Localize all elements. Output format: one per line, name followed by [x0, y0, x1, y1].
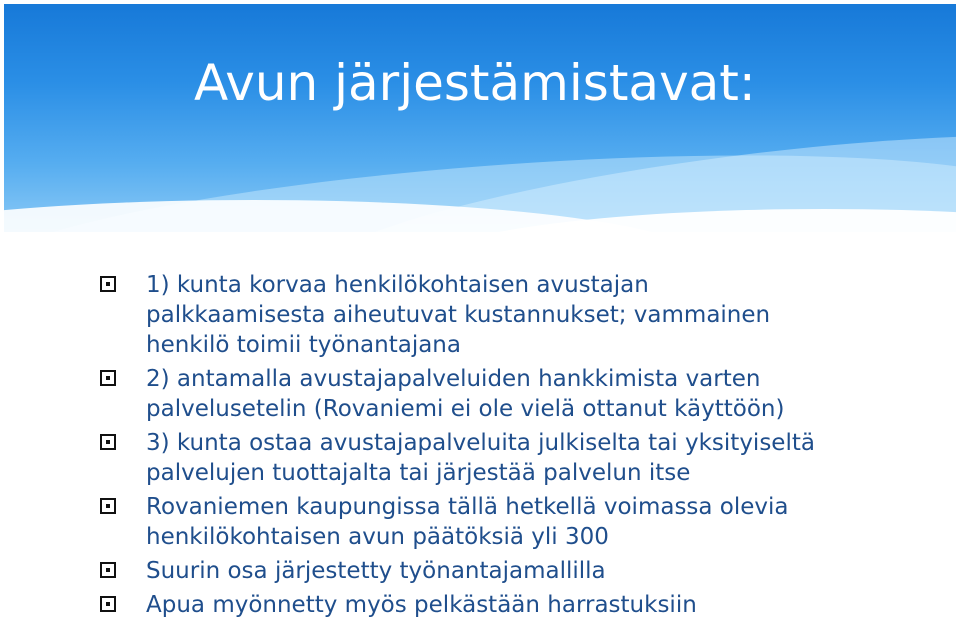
- bullet-item: [100, 270, 930, 360]
- square-bullet-icon: [100, 370, 116, 386]
- bullet-item: [100, 590, 930, 620]
- bullet-line: Apua myönnetty myös pelkästään harrastuksiin: [146, 592, 697, 618]
- bullet-line: 1) kunta korvaa henkilökohtaisen avustajan: [146, 272, 649, 298]
- slide-title: Avun järjestämistavat:: [194, 54, 756, 112]
- bullet-line: palvelusetelin (Rovaniemi ei ole vielä ottanut käyttöön): [146, 396, 785, 422]
- bullet-list: [100, 270, 930, 624]
- square-bullet-icon: [100, 596, 116, 612]
- square-bullet-icon: [100, 562, 116, 578]
- bullet-line: henkilökohtaisen avun päätöksiä yli 300: [146, 524, 609, 550]
- bullet-item: [100, 364, 930, 424]
- header-band: [4, 4, 956, 232]
- bullet-line: Suurin osa järjestetty työnantajamallilla: [146, 558, 606, 584]
- bullet-item: [100, 556, 930, 586]
- bullet-line: henkilö toimii työnantajana: [146, 332, 461, 358]
- bullet-line: 2) antamalla avustajapalveluiden hankkimista varten: [146, 366, 761, 392]
- bullet-item: [100, 492, 930, 552]
- bullet-line: palkkaamisesta aiheutuvat kustannukset; vammainen: [146, 302, 771, 328]
- square-bullet-icon: [100, 434, 116, 450]
- bullet-line: Rovaniemen kaupungissa tällä hetkellä voimassa olevia: [146, 494, 789, 520]
- bullet-line: palvelujen tuottajalta tai järjestää palvelun itse: [146, 460, 691, 486]
- square-bullet-icon: [100, 276, 116, 292]
- bullet-item: [100, 428, 930, 488]
- square-bullet-icon: [100, 498, 116, 514]
- bullet-line: 3) kunta ostaa avustajapalveluita julkiselta tai yksityiseltä: [146, 430, 815, 456]
